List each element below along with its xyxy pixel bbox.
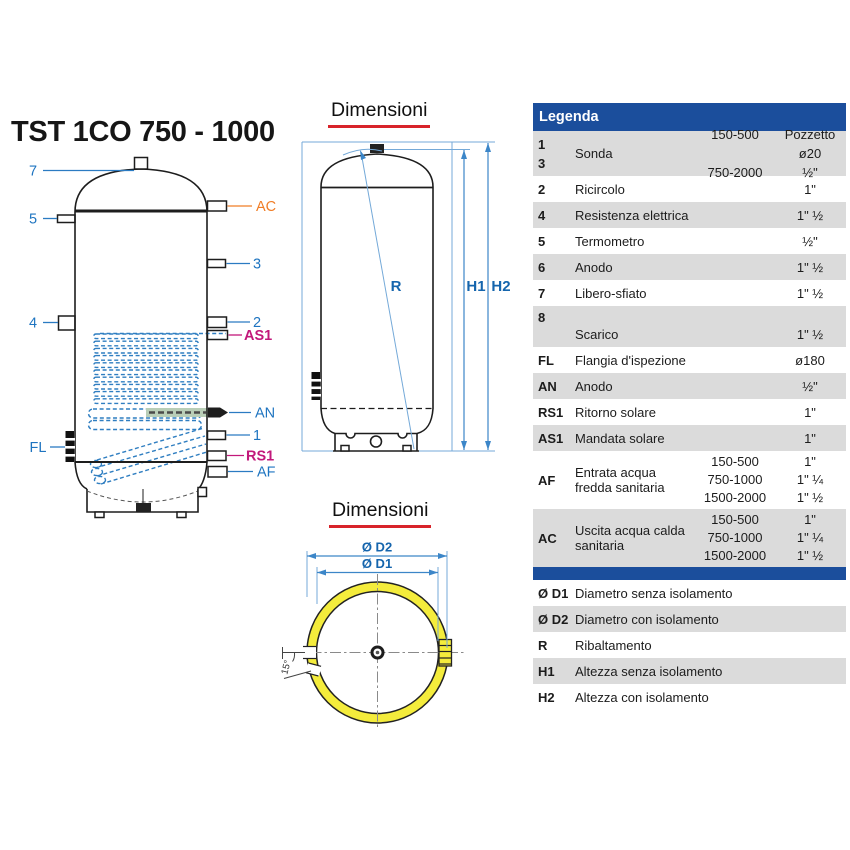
- foot: [95, 512, 104, 518]
- tilt-radius-line: [343, 149, 414, 449]
- legend-table: [533, 103, 846, 710]
- foot: [403, 446, 411, 452]
- base-hole: [371, 436, 382, 447]
- legend-desc: Sonda: [575, 146, 613, 161]
- stub-3: [208, 260, 226, 268]
- label-4: 4: [28, 315, 38, 332]
- label-1: 1: [252, 428, 262, 444]
- legend-divider-bar: [533, 567, 846, 580]
- legend-row-af: AF Entrata acqua fredda sanitaria 150-500 1" 750-1000 1" ¼ 1500-2000 1" ½: [538, 454, 824, 505]
- legend-row-sfiato: 7 Libero-sfiato 1" ½: [538, 285, 824, 301]
- product-title: TST 1CO 750 - 1000: [11, 116, 275, 148]
- top-dimension-view: [279, 540, 466, 730]
- legend-row-h2: H2 Altezza con isolamento: [538, 689, 709, 705]
- legend-values: 150-500 Pozzetto ø20 750-2000 ½": [707, 127, 836, 180]
- drain-stub: [198, 488, 207, 497]
- legend-row-as1: AS1 Mandata solare 1": [533, 425, 846, 451]
- label-r: R: [390, 278, 402, 295]
- stub-5: [58, 215, 76, 223]
- anode-rod: [146, 408, 228, 418]
- top-fitting: [370, 144, 384, 153]
- label-ac: AC: [256, 199, 277, 215]
- legend-row-sonda: [533, 127, 846, 180]
- tank-connections-view: [29, 158, 276, 518]
- height-dimensions: [461, 143, 491, 450]
- legend-row-flangia: FL Flangia d'ispezione ø180: [538, 352, 825, 368]
- side-flange: [311, 372, 322, 400]
- label-h2: H2: [491, 278, 511, 295]
- dimensions-heading-top: Dimensioni: [329, 499, 431, 528]
- legend-row-rs1: RS1 Ritorno solare 1": [538, 404, 816, 420]
- foot: [177, 512, 186, 518]
- ring-flange: [439, 640, 452, 667]
- label-af: AF: [257, 464, 276, 481]
- tank-base: [87, 488, 207, 518]
- stub-2: [208, 317, 227, 328]
- label-fl: FL: [29, 440, 47, 456]
- label-2: 2: [252, 315, 262, 331]
- legend-row-r: R Ribaltamento: [538, 637, 652, 653]
- inspection-flange: [65, 431, 76, 462]
- tank-outline: [75, 158, 207, 490]
- label-7: 7: [28, 163, 38, 180]
- stub-ac: [208, 201, 227, 211]
- stub-af: [208, 467, 227, 478]
- label-h1: H1: [466, 278, 486, 295]
- stub-4: [59, 316, 76, 330]
- stub-1: [208, 431, 226, 440]
- fitting-7: [135, 158, 148, 170]
- legend-row-resistenza: 4 Resistenza elettrica 1" ½: [533, 202, 846, 228]
- legend-header: Legenda: [533, 103, 846, 131]
- stub-rs1: [208, 451, 227, 461]
- label-15deg: 15°: [279, 658, 294, 676]
- legend-key: 1 3: [538, 136, 546, 171]
- dimensions-heading-side: Dimensioni: [328, 99, 430, 128]
- label-d1: Ø D1: [361, 556, 393, 571]
- legend-row-h1: H1 Altezza senza isolamento: [533, 658, 846, 684]
- label-as1: AS1: [244, 328, 273, 344]
- legend-row-termometro: 5 Termometro ½": [538, 233, 818, 249]
- legend-row-ac: AC Uscita acqua calda sanitaria 150-500 1" 750-1000 1" ¼ 1500-2000 1" ½: [533, 509, 846, 567]
- label-an: AN: [255, 405, 276, 422]
- legend-row-anodo-an: AN Anodo ½": [533, 373, 846, 399]
- center-fitting: [371, 646, 385, 660]
- foot: [341, 446, 349, 452]
- legend-row-d2: Ø D2 Diametro con isolamento: [533, 606, 846, 632]
- side-dimension-view: [302, 142, 511, 451]
- label-5: 5: [28, 211, 38, 228]
- bottom-fitting: [136, 503, 151, 512]
- legend-row-scarico: 8 Scarico 1" ½: [533, 306, 846, 347]
- label-d2: Ø D2: [361, 539, 393, 555]
- legend-row-ricircolo: 2 Ricircolo 1": [538, 181, 816, 197]
- legend-row-anodo6: 6 Anodo 1" ½: [533, 254, 846, 280]
- label-3: 3: [252, 256, 262, 273]
- tank-side-outline: [311, 144, 434, 451]
- stub-as1: [208, 331, 228, 340]
- legend-row-d1: Ø D1 Diametro senza isolamento: [538, 585, 733, 601]
- label-rs1: RS1: [246, 448, 275, 465]
